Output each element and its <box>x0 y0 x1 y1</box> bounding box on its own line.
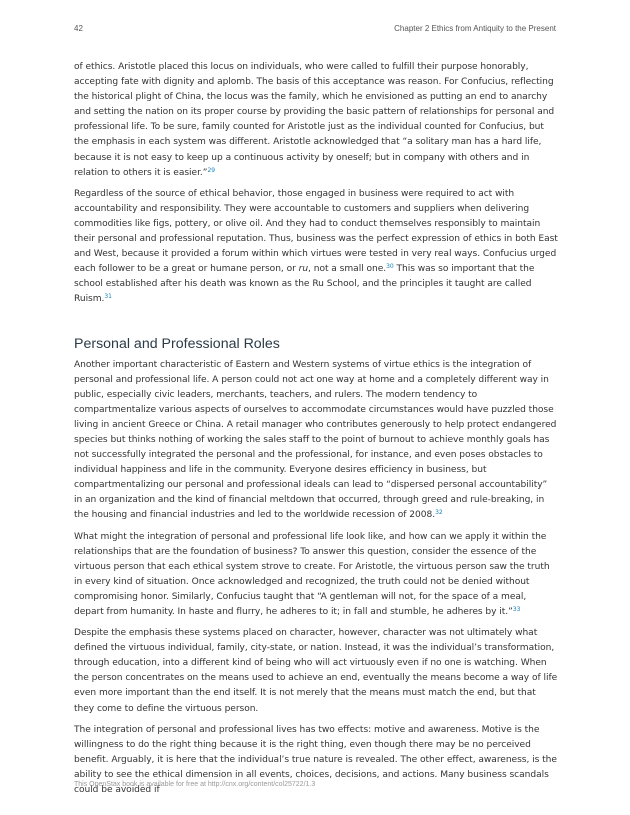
page-footer: This OpenStax book is available for free at http://cnx.org/content/col25722/1.3 <box>74 781 316 788</box>
paragraph <box>74 530 558 621</box>
italic-term: ru <box>298 264 309 275</box>
paragraph-text: The integration of personal and professional lives has two effects: motive and awareness. Motive is the willingness to do the right thing because it is the right thing, even though there may be no perceived benefit. Arguably, it is here that the individual’s true nature is revealed. The other effect, awareness, is the ability to see the ethical dimension in all events, choices, decisions, and actions. Many business scandals could be avoided if <box>74 724 557 796</box>
footnote-link[interactable]: 33 <box>512 606 521 613</box>
page-number: 42 <box>74 24 83 33</box>
chapter-title: Chapter 2 Ethics from Antiquity to the Present <box>394 24 556 33</box>
footnote-link[interactable]: 32 <box>435 509 443 517</box>
paragraph <box>74 187 558 308</box>
paragraph-text: Despite the emphasis these systems placed on character, however, character was not ultimately what defined the virtuous individual, family, city-state, or nation. Instead, it was the individual’s transformation, through education, into a different kind of being who will act virtuously even if no one is watching. When the person concentrates on the means used to achieve an end, eventually the means become a way of life even more important than the end itself. It is not merely that the means must match the end, but that they come to define the virtuous person. <box>74 628 558 714</box>
paragraph <box>74 358 558 524</box>
paragraph <box>74 60 558 181</box>
paragraph-text: , not a small one. <box>308 264 387 275</box>
footnote-link[interactable]: 30 <box>386 263 394 271</box>
paragraph-text: Regardless of the source of ethical behavior, those engaged in business were required to act with accountability and responsibility. They were accountable to customers and suppliers when delivering commodities like figs, pottery, or olive oil. And they had to conduct themselves responsibly to maintain their personal and professional reputation. Thus, business was the perfect expression of ethics in both East and West, because it provided a forum within which virtues were tested in very real ways. Confucius urged each follower to be a great or humane person, or <box>74 188 558 275</box>
footnote-link[interactable]: 31 <box>104 293 112 301</box>
page-body <box>74 60 558 804</box>
paragraph <box>74 626 558 717</box>
paragraph-text: What might the integration of personal and professional life look like, and how can we apply it within the relationships that are the foundation of business? To answer this question, consider the essence of the virtuous person that each ethical system strove to create. For Aristotle, the virtuous person saw the truth in every kind of situation. Once acknowledged and recognized, the truth could not be denied without compromising honor. Similarly, Confucius taught that “A gentleman will not, for the space of a meal, depart from humanity. In haste and flurry, he adheres to it; in fall and stumble, he adheres by it.” <box>74 531 550 617</box>
paragraph-text: This was so important that the school established after his death was known as the Ru School, and the principles it taught are called Ruism. <box>74 264 535 305</box>
page-header <box>74 24 556 36</box>
paragraph-text: Another important characteristic of Eastern and Western systems of virtue ethics is the integration of personal and professional life. A person could not act one way at home and a completely different way in public, especially civic leaders, merchants, teachers, and rulers. The modern tendency to compartmentalize various aspects of ourselves to accommodate circumstances would have puzzled those living in ancient Greece or China. A retail manager who contributes generously to help protect endangered species but thinks nothing of working the sales staff to the point of burnout to achieve monthly goals has not successfully integrated the personal and the professional, for instance, and even poses obstacles to individual happiness and life in the community. Everyone desires efficiency in business, but compartmentalizing our personal and professional ideals can lead to “dispersed personal accountability” in an organization and the kind of financial meltdown that occurred, through greed and rule-breaking, in the housing and financial industries and led to the worldwide recession of 2008. <box>74 359 557 521</box>
footnote-link[interactable]: 29 <box>207 166 215 174</box>
section-heading: Personal and Professional Roles <box>74 335 280 352</box>
paragraph-text: of ethics. Aristotle placed this locus on individuals, who were called to fulfill their purpose honorably, accepting fate with dignity and aplomb. The basis of this acceptance was reason. For Confucius, reflecting the historical plight of China, the locus was the family, which he envisioned as putting an end to anarchy and setting the nation on its proper course by providing the basic pattern of relationships for personal and professional life. To be sure, family counted for Aristotle just as the individual counted for Confucius, but the emphasis in each system was different. Aristotle acknowledged that “a solitary man has a hard life, because it is not easy to keep up a continuous activity by oneself; but in company with others and in relation to others it is easier.” <box>74 62 555 178</box>
